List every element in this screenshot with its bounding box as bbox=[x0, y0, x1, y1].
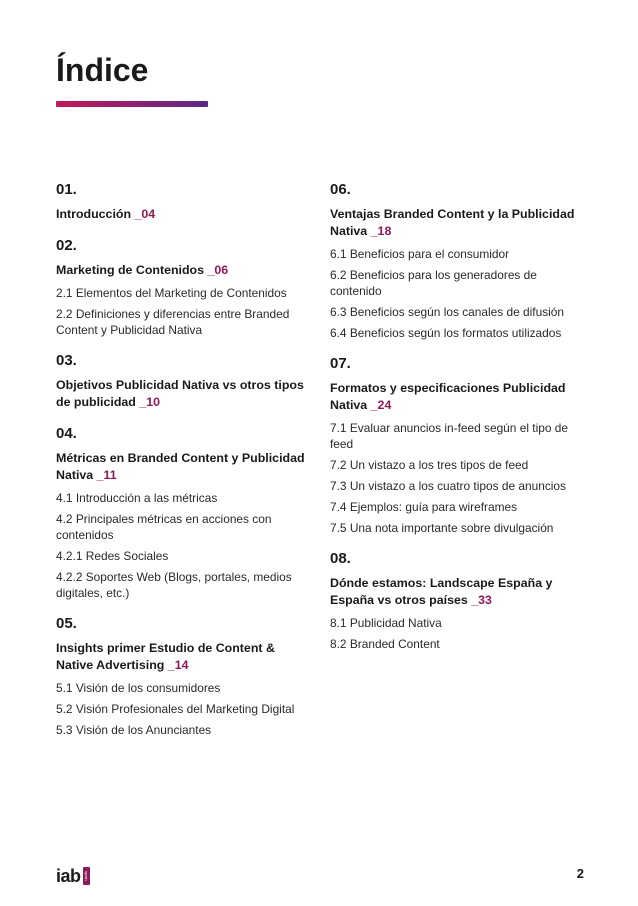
section-title-link[interactable] bbox=[56, 262, 314, 279]
section-page-ref: _18 bbox=[370, 224, 392, 238]
section-page-ref: _14 bbox=[167, 658, 189, 672]
section-page-ref: _10 bbox=[139, 395, 160, 409]
section-title-link[interactable] bbox=[330, 206, 588, 240]
subsection-link[interactable]: 5.1 Visión de los consumidores bbox=[56, 681, 221, 695]
title-underline-bar bbox=[56, 101, 208, 107]
logo-accent-bar bbox=[83, 867, 90, 885]
section-number: 08. bbox=[330, 550, 351, 567]
subsection-link[interactable]: 4.2.2 Soportes Web (Blogs, portales, medios digitales, etc.) bbox=[56, 570, 292, 600]
logo-text: iab bbox=[56, 866, 81, 886]
toc-column-right bbox=[330, 180, 588, 665]
subsection-link[interactable]: 7.2 Un vistazo a los tres tipos de feed bbox=[330, 458, 529, 472]
toc-section bbox=[330, 180, 588, 341]
subsection-link[interactable]: 6.4 Beneficios según los formatos utilizados bbox=[330, 326, 562, 340]
section-number: 02. bbox=[56, 237, 77, 254]
section-title-link[interactable] bbox=[56, 377, 314, 411]
section-page-ref: _24 bbox=[370, 398, 392, 412]
section-number: 07. bbox=[330, 355, 351, 372]
toc-section bbox=[56, 180, 314, 223]
toc-section bbox=[56, 351, 314, 411]
section-title-link[interactable] bbox=[330, 380, 588, 414]
section-title-link[interactable] bbox=[56, 450, 314, 484]
toc-section bbox=[330, 354, 588, 536]
subsection-link[interactable]: 2.2 Definiciones y diferencias entre Branded Content y Publicidad Nativa bbox=[56, 307, 290, 337]
subsection-link[interactable]: 8.2 Branded Content bbox=[330, 637, 440, 651]
section-title-link[interactable] bbox=[330, 575, 588, 609]
subsection-link[interactable]: 6.2 Beneficios para los generadores de contenido bbox=[330, 268, 537, 298]
section-number: 03. bbox=[56, 352, 77, 369]
section-number: 05. bbox=[56, 615, 77, 632]
subsection-link[interactable]: 6.3 Beneficios según los canales de difusión bbox=[330, 305, 565, 319]
subsection-link[interactable]: 7.1 Evaluar anuncios in-feed según el tipo de feed bbox=[330, 421, 568, 451]
toc-section bbox=[56, 236, 314, 338]
subsection-link[interactable]: 8.1 Publicidad Nativa bbox=[330, 616, 442, 630]
subsection-link[interactable]: 7.5 Una nota importante sobre divulgación bbox=[330, 521, 554, 535]
subsection-link[interactable]: 6.1 Beneficios para el consumidor bbox=[330, 247, 510, 261]
subsection-link[interactable]: 2.1 Elementos del Marketing de Contenidos bbox=[56, 286, 287, 300]
section-page-ref: _06 bbox=[207, 263, 229, 277]
subsection-link[interactable]: 5.3 Visión de los Anunciantes bbox=[56, 723, 212, 737]
section-title: Dónde estamos: Landscape España y España vs otros países bbox=[330, 576, 553, 607]
toc-section bbox=[56, 614, 314, 738]
toc-column-left bbox=[56, 180, 314, 751]
subsection-link[interactable]: 7.4 Ejemplos: guía para wireframes bbox=[330, 500, 518, 514]
subsection-link[interactable]: 4.2 Principales métricas en acciones con contenidos bbox=[56, 512, 272, 542]
section-number: 04. bbox=[56, 425, 77, 442]
section-title: Introducción bbox=[56, 207, 132, 221]
section-page-ref: _11 bbox=[96, 468, 117, 482]
iab-logo bbox=[56, 863, 90, 885]
section-title: Ventajas Branded Content y la Publicidad Nativa bbox=[330, 207, 575, 238]
section-title: Formatos y especificaciones Publicidad Nativa bbox=[330, 381, 566, 412]
subsection-link[interactable]: 4.2.1 Redes Sociales bbox=[56, 549, 169, 563]
section-title: Insights primer Estudio de Content & Native Advertising bbox=[56, 641, 275, 672]
subsection-link[interactable]: 4.1 Introducción a las métricas bbox=[56, 491, 218, 505]
section-number: 01. bbox=[56, 181, 77, 198]
page-number: 2 bbox=[576, 866, 584, 881]
page-title: Índice bbox=[56, 52, 149, 88]
section-title-link[interactable] bbox=[56, 206, 314, 223]
subsection-link[interactable]: 5.2 Visión Profesionales del Marketing Digital bbox=[56, 702, 295, 716]
toc-section bbox=[56, 424, 314, 601]
section-title-link[interactable] bbox=[56, 640, 314, 674]
section-number: 06. bbox=[330, 181, 351, 198]
section-page-ref: _33 bbox=[471, 593, 492, 607]
section-title: Métricas en Branded Content y Publicidad Nativa bbox=[56, 451, 305, 482]
section-title: Objetivos Publicidad Nativa vs otros tipos de publicidad bbox=[56, 378, 304, 409]
toc-section bbox=[330, 549, 588, 652]
section-title: Marketing de Contenidos bbox=[56, 263, 205, 277]
subsection-link[interactable]: 7.3 Un vistazo a los cuatro tipos de anuncios bbox=[330, 479, 566, 493]
logo-tag: spain bbox=[84, 871, 90, 881]
section-page-ref: _04 bbox=[134, 207, 156, 221]
